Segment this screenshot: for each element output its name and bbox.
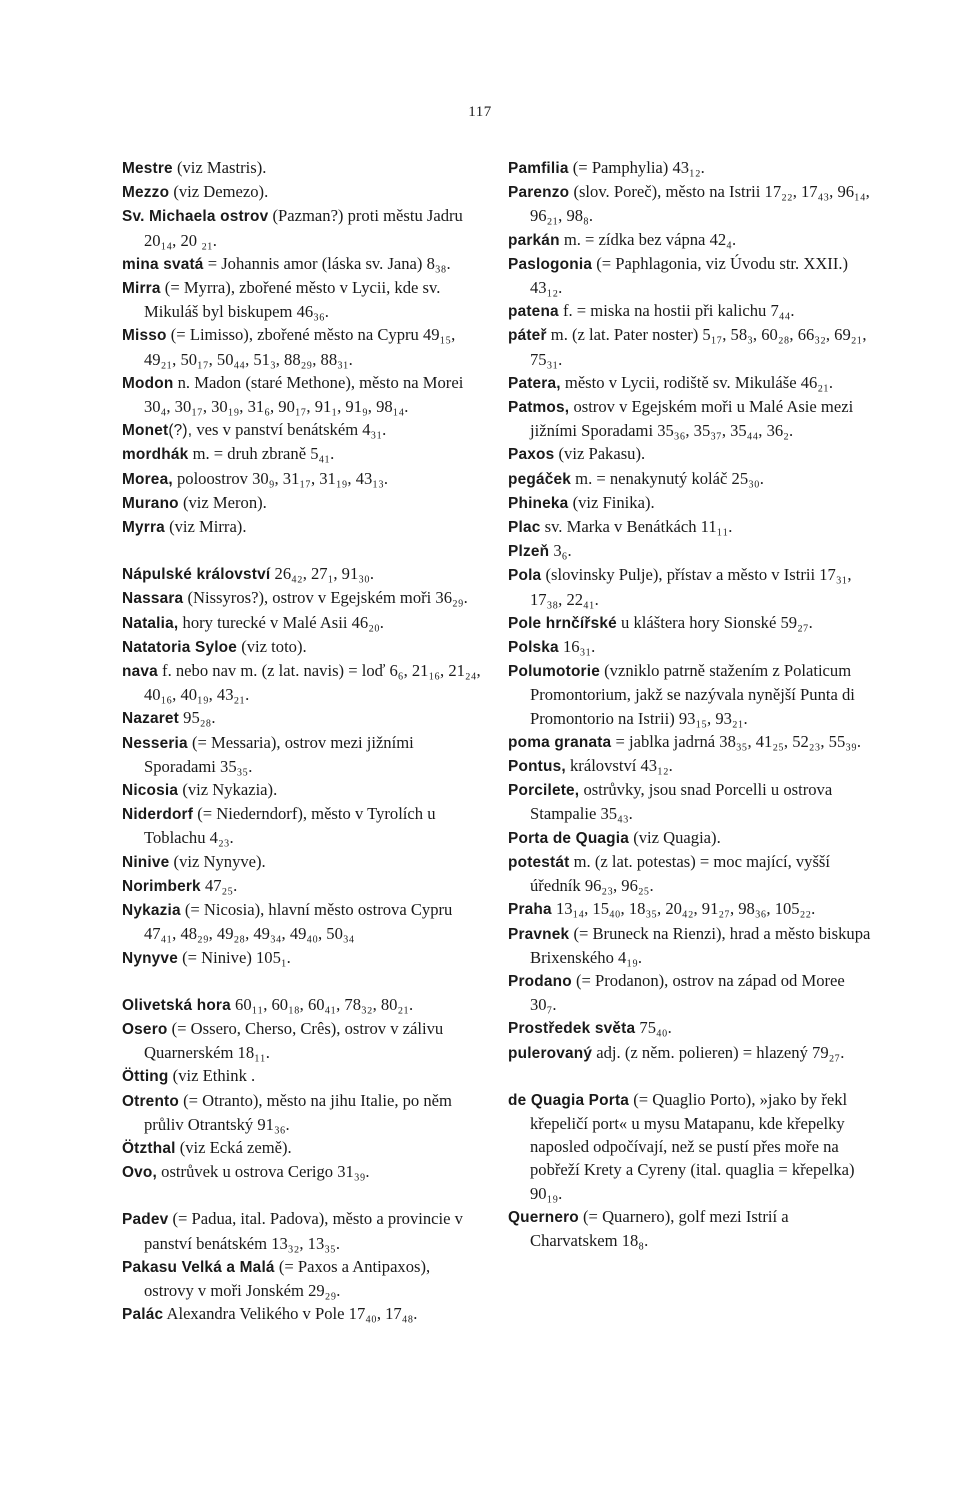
entry-text: (viz Mastris). (176, 158, 267, 177)
entry-text: m. = nenakynutý koláč 25₃₀. (575, 468, 764, 488)
entry-text: (= Nicosia), hlavní město ostrova Cypru 47₄₁, 48₂₉, 49₂₈, 49₃₄, 49₄₀, 50₃₄ (144, 900, 453, 944)
index-entry (122, 562, 482, 586)
index-entry (508, 371, 872, 395)
index-entry (122, 898, 482, 945)
index-entry (122, 1064, 482, 1088)
index-entry (508, 897, 872, 921)
entry-headword-suffix: (?), (168, 422, 193, 440)
entry-text: m. = zídka bez vápna 42₄. (563, 229, 737, 249)
entry-text: (= Otranto), město na jihu Italie, po něm průliv Otrantský 91₃₆. (144, 1090, 452, 1134)
entry-headword: de Quagia Porta (508, 1091, 630, 1109)
entry-headword: Nápulské království (122, 566, 271, 584)
index-entry (122, 442, 482, 466)
index-entry (122, 850, 482, 874)
entry-headword: Padev (122, 1211, 169, 1229)
index-entry (508, 442, 872, 466)
entry-headword: Nynyve (122, 949, 178, 967)
entry-text: ostrůvky, jsou snad Porcelli u ostrova Stampalie 35₄₃. (530, 780, 833, 824)
index-entry (122, 778, 482, 802)
entry-headword: Monet (122, 422, 169, 440)
entry-text: 47₂₅. (204, 875, 238, 895)
entry-headword: Ninive (122, 853, 170, 871)
entry-text: m. (z lat. Pater noster) 5₁₇, 58₃, 60₂₈, 66₃₂, 69₂₁, 75₃₁. (530, 325, 867, 369)
entry-text: město v Lycii, rodiště sv. Mikuláše 46₂₁. (564, 372, 834, 392)
entry-headword: Nassara (122, 590, 184, 608)
entry-headword: Praha (508, 901, 552, 919)
entry-headword: Mirra (122, 280, 161, 298)
entry-text: (viz Meron). (182, 492, 267, 512)
entry-text: (= Prodanon), ostrov na západ od Moree 30₇. (530, 970, 845, 1015)
index-entry (122, 1089, 482, 1136)
index-entry (122, 1160, 482, 1184)
index-entry (508, 323, 872, 370)
entry-headword: potestát (508, 853, 570, 871)
entry-headword: Nazaret (122, 710, 180, 728)
entry-headword: Olivetská hora (122, 996, 231, 1014)
entry-text: = jablka jadrná 38₃₅, 41₂₅, 52₂₃, 55₃₉. (615, 731, 861, 751)
entry-text: (= Niederndorf), město v Tyrolích u Toblachu 4₂₃. (144, 804, 436, 848)
entry-text: (viz Nykazia). (182, 780, 278, 800)
entry-text: (slovinsky Pulje), přístav a město v Istrii 17₃₁, 17₃₈, 22₄₁. (530, 565, 852, 609)
entry-text: (= Quaglio Porto), »jako by řekl křepeličí port« u mysu Matapanu, kde křepelky naposled odpočívají, než se pustí přes moře na pobřeží Krety a Cyreny (ital. quaglia = křepelka) 90₁₉. (530, 1089, 855, 1203)
entry-text: (viz Nynyve). (173, 851, 266, 871)
index-entry (122, 993, 482, 1017)
index-entry (122, 1302, 482, 1326)
entry-headword: Polska (508, 639, 559, 657)
index-entry (508, 1088, 872, 1205)
entry-headword: Porta de Quagia (508, 829, 630, 847)
entry-headword: Nykazia (122, 902, 181, 920)
entry-text: ves v panství benátském 4₃₁. (196, 420, 387, 440)
index-entry (122, 1017, 482, 1064)
index-entry (122, 323, 482, 370)
entry-text: m. = druh zbraně 5₄₁. (192, 444, 335, 464)
entry-text: 75₄₀. (639, 1018, 672, 1038)
entry-text: (= Bruneck na Rienzi), hrad a město biskupa Brixenského 4₁₉. (530, 923, 871, 967)
entry-headword: mordhák (122, 446, 189, 464)
entry-headword: Plac (508, 519, 541, 537)
index-entry (122, 1136, 482, 1160)
index-entry (508, 754, 872, 778)
index-entry (122, 731, 482, 778)
entry-text: (= Limisso), zbořené město na Cypru 49₁₅, 49₂₁, 50₁₇, 50₄₄, 51₃, 88₂₉, 88₃₁. (144, 325, 456, 369)
entry-text: (= Quarnero), golf mezi Istrií a Charvatskem 18₈. (530, 1206, 789, 1250)
entry-text: f. = miska na hostii při kalichu 7₄₄. (562, 301, 795, 321)
entry-text: 3₆. (553, 541, 572, 561)
index-entry (508, 969, 872, 1016)
entry-headword: Morea, (122, 470, 173, 488)
index-entry (508, 515, 872, 539)
index-entry (122, 586, 482, 610)
index-entry (508, 850, 872, 897)
index-column-right (508, 156, 872, 1252)
index-entry (508, 611, 872, 635)
entry-headword: Niderdorf (122, 806, 194, 824)
index-entry (508, 180, 872, 227)
entry-headword: Patera, (508, 374, 561, 392)
entry-text: (Nissyros?), ostrov v Egejském moři 36₂₉. (187, 588, 468, 608)
entry-headword: Ovo, (122, 1164, 158, 1182)
entry-headword: pegáček (508, 470, 572, 488)
entry-headword: Osero (122, 1020, 168, 1038)
entry-text: Alexandra Velikého v Pole 17₄₀, 17₄₈. (166, 1304, 418, 1324)
entry-text: hory turecké v Malé Asii 46₂₀. (182, 612, 384, 632)
entry-headword: Murano (122, 494, 179, 512)
entry-headword: Porcilete, (508, 782, 580, 800)
entry-headword: Ötzthal (122, 1139, 176, 1157)
entry-text: (viz Ethink . (172, 1066, 256, 1086)
index-entry (508, 730, 872, 754)
entry-text: (= Ossero, Cherso, Crês), ostrov v zálivu Quarnerském 18₁₁. (144, 1018, 444, 1063)
entry-text: = Johannis amor (láska sv. Jana) 8₃₈. (207, 253, 451, 273)
entry-text: 60₁₁, 60₁₈, 60₄₁, 78₃₂, 80₂₁. (235, 994, 414, 1014)
entry-text: 16₃₁. (562, 637, 596, 657)
index-entry (122, 371, 482, 418)
entry-headword: patena (508, 303, 559, 321)
entry-text: (= Paphlagonia, viz Úvodu str. XXII.) 43₁₂. (530, 253, 849, 298)
entry-text: (= Myrra), zbořené město v Lycii, kde sv. Mikuláš byl biskupem 46₃₆. (144, 278, 441, 322)
entry-text: (viz Demezo). (173, 182, 269, 202)
index-entry (122, 611, 482, 635)
index-entry (122, 802, 482, 849)
entry-headword: Palác (122, 1306, 164, 1324)
entry-headword: Pontus, (508, 758, 566, 776)
entry-text: 26₄₂, 27₁, 91₃₀. (274, 564, 374, 584)
entry-headword: Nicosia (122, 782, 179, 800)
index-entry (508, 659, 872, 730)
index-entry (122, 180, 482, 204)
entry-headword: Pamfilia (508, 160, 569, 177)
entry-text: adj. (z něm. polieren) = hlazený 79₂₇. (596, 1042, 845, 1062)
index-entry (508, 395, 872, 442)
entry-text: (= Paxos a Antipaxos), ostrovy v moři Jonském 29₂₉. (144, 1256, 431, 1300)
index-entry (122, 515, 482, 539)
entry-text: poloostrov 30₉, 31₁₇, 31₁₉, 43₁₃. (176, 468, 389, 488)
index-entry (122, 204, 482, 251)
entry-headword: Pakasu Velká a Malá (122, 1258, 275, 1276)
index-entry (122, 874, 482, 898)
entry-text: (= Padua, ital. Padova), město a provincie v panství benátském 13₃₂, 13₃₅. (144, 1209, 463, 1253)
entry-text: (viz toto). (241, 636, 307, 656)
entry-text: 13₁₄, 15₄₀, 18₃₅, 20₄₂, 91₂₇, 98₃₆, 105₂₂. (555, 899, 816, 919)
entry-text: (viz Quagia). (633, 827, 721, 847)
index-entry (508, 228, 872, 252)
index-entry (122, 706, 482, 730)
index-entry (508, 563, 872, 610)
index-entry (508, 491, 872, 515)
entry-headword: páteř (508, 327, 547, 345)
entry-headword: Paxos (508, 446, 555, 464)
entry-text: sv. Marka v Benátkách 11₁₁. (544, 517, 733, 537)
entry-headword: poma granata (508, 733, 612, 751)
entry-text: (= Pamphylia) 43₁₂. (572, 158, 705, 177)
entry-text: (Pazman?) proti městu Jadru 20₁₄, 20 ₂₁. (144, 206, 463, 250)
index-entry (508, 299, 872, 323)
entry-text: n. Madon (staré Methone), město na Morei 30₄, 30₁₇, 30₁₉, 31₆, 90₁₇, 91₁, 91₉, 98₁₄. (144, 372, 464, 417)
index-entry (508, 539, 872, 563)
entry-headword: Misso (122, 327, 167, 345)
index-entry (122, 156, 482, 180)
index-entry (122, 252, 482, 276)
entry-headword: Quernero (508, 1208, 579, 1226)
index-entry (122, 1255, 482, 1302)
entry-text: (vzniklo patrně stažením z Polaticum Promontorium, jakž se nazývala nynější Punta di Promontorio na Istrii) 93₁₅, 93₂₁. (530, 661, 855, 728)
index-entry (122, 635, 482, 659)
index-entry (508, 1016, 872, 1040)
entry-text: u kláštera hory Sionské 59₂₇. (621, 612, 813, 632)
index-entry (508, 252, 872, 299)
entry-headword: Pravnek (508, 925, 570, 943)
entry-headword: Plzeň (508, 543, 550, 561)
index-entry (122, 276, 482, 323)
index-entry (122, 467, 482, 491)
index-entry (508, 778, 872, 825)
entry-headword: Parenzo (508, 184, 570, 202)
entry-headword: Phineka (508, 494, 569, 512)
index-entry (508, 635, 872, 659)
entry-text: f. nebo nav m. (z lat. navis) = loď 6₆, 21₁₆, 21₂₄, 40₁₆, 40₁₉, 43₂₁. (144, 661, 481, 705)
entry-text: (= Ninive) 105₁. (182, 947, 291, 967)
entry-headword: pulerovaný (508, 1044, 593, 1062)
index-entry (122, 1207, 482, 1254)
index-entry (508, 156, 872, 180)
index-entry (122, 659, 482, 706)
entry-headword: Otrento (122, 1092, 179, 1110)
entry-headword: Modon (122, 374, 174, 392)
entry-headword: mina svatá (122, 255, 204, 273)
entry-headword: Natatoria Syloe (122, 638, 238, 656)
entry-text: (viz Mirra). (169, 517, 247, 537)
entry-headword: Mestre (122, 160, 173, 177)
entry-text: (viz Pakasu). (558, 444, 646, 464)
index-entry (122, 491, 482, 515)
entry-text: (slov. Poreč), město na Istrii 17₂₂, 17₄₃, 96₁₄, 96₂₁, 98₈. (530, 182, 870, 226)
entry-headword: nava (122, 663, 158, 681)
index-entry (508, 922, 872, 969)
index-column-left (122, 156, 482, 1326)
entry-headword: Sv. Michaela ostrov (122, 208, 269, 226)
index-entry (508, 1205, 872, 1252)
entry-headword: Nesseria (122, 734, 188, 752)
entry-text: ostrůvek u ostrova Cerigo 31₃₉. (161, 1162, 370, 1182)
index-entry (122, 418, 482, 442)
entry-headword: Prostředek světa (508, 1020, 636, 1038)
entry-headword: Natalia, (122, 614, 179, 632)
index-entry (122, 946, 482, 970)
entry-text: království 43₁₂. (570, 756, 673, 776)
entry-headword: Norimberk (122, 877, 201, 895)
index-entry (508, 826, 872, 850)
entry-headword: Pola (508, 567, 542, 585)
index-entry (508, 1041, 872, 1065)
entry-text: m. (z lat. potestas) = moc mající, vyšší úředník 96₂₃, 96₂₅. (530, 851, 830, 896)
entry-text: (= Messaria), ostrov mezi jižními Sporadami 35₃₅. (144, 732, 414, 776)
entry-text: (viz Ecká země). (179, 1137, 292, 1157)
entry-text: ostrov v Egejském moři u Malé Asie mezi jižními Sporadami 35₃₆, 35₃₇, 35₄₄, 36₂. (530, 397, 854, 441)
entry-text: (viz Finika). (572, 492, 655, 512)
index-entry (508, 467, 872, 491)
entry-headword: Patmos, (508, 399, 570, 417)
entry-headword: Ötting (122, 1068, 169, 1086)
entry-headword: Paslogonia (508, 255, 593, 273)
entry-headword: parkán (508, 231, 560, 249)
entry-headword: Prodano (508, 972, 572, 990)
entry-headword: Myrra (122, 519, 165, 537)
entry-headword: Pole hrnčířské (508, 614, 617, 632)
entry-headword: Mezzo (122, 184, 170, 202)
page-number: 117 (468, 104, 492, 120)
entry-text: 95₂₈. (183, 708, 216, 728)
entry-headword: Polumotorie (508, 663, 600, 681)
